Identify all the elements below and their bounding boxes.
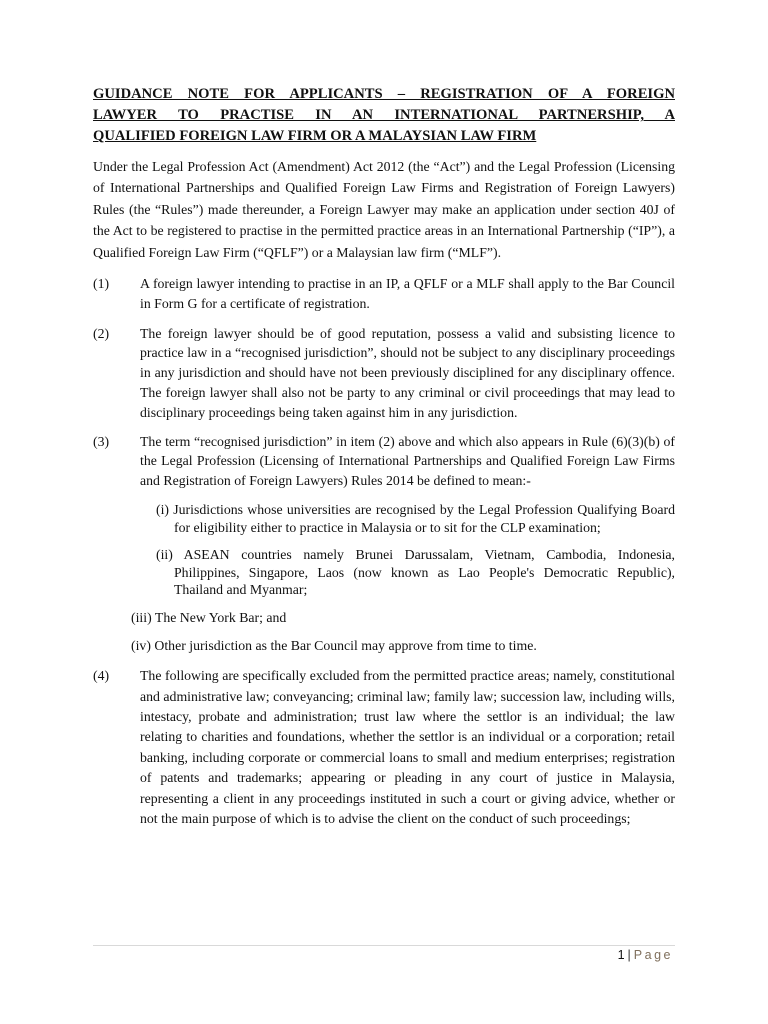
sub-item-ii: (ii) ASEAN countries namely Brunei Darussalam, Vietnam, Cambodia, Indonesia, Philippines, Singapore, Laos (now known as Lao People's Democratic Republic), Thailand and Myanmar; — [156, 547, 675, 598]
item-text: The term “recognised jurisdiction” in item (2) above and which also appears in Rule (6)(3)(b) of the Legal Profession (Licensing of International Partnerships and Qualified Foreign Law Firms and Registration of Foreign Lawyers) Rules 2014 be defined to mean:- — [140, 433, 675, 489]
list-item-1 — [93, 274, 675, 314]
page-footer — [618, 948, 673, 962]
sub-item-iv: (iv) Other jurisdiction as the Bar Council may approve from time to time. — [131, 637, 537, 653]
document-body — [93, 84, 675, 829]
item-text: The following are specifically excluded from the permitted practice areas; namely, constitutional and administrative law; conveyancing; criminal law; family law; succession law, including wills, intestacy, probate and administration; trust law where the settlor is an individual; the law relating to charities and foundations, whether the settlor is an individual or a corporation; retail banking, including corporate or commercial loans to small and medium enterprises; registration of patents and trademarks; appearing or pleading in any court of justice in Malaysia, representing a client in any proceedings instituted in such a court or giving advice, whether or not the main purpose of which is to advise the client on the conduct of such proceedings; — [140, 668, 675, 826]
item-number: (4) — [93, 668, 110, 684]
page-separator: | — [627, 948, 631, 962]
title-line-3: QUALIFIED FOREIGN LAW FIRM OR A MALAYSIAN LAW FIRM — [93, 128, 537, 144]
item-text: The foreign lawyer should be of good reputation, possess a valid and subsisting licence to practice law in a “recognised jurisdiction”, should not be subject to any disciplinary proceedings in any jurisdiction and should have not been previously disciplined for any disciplinary offence. The foreign lawyer shall also not be party to any criminal or civil proceedings that may lead to disciplinary proceedings being taken against him in any jurisdiction. — [140, 325, 675, 420]
item-number: (1) — [93, 276, 110, 292]
list-item-4 — [93, 666, 675, 829]
item-number: (2) — [93, 325, 110, 341]
item-number: (3) — [93, 433, 110, 449]
list-item-3 — [93, 432, 675, 491]
page-label: Page — [633, 948, 673, 962]
page-number: 1 — [617, 948, 625, 962]
title-line-1: GUIDANCE NOTE FOR APPLICANTS – REGISTRATION OF A FOREIGN — [93, 86, 675, 102]
sub-item-iii: (iii) The New York Bar; and — [131, 609, 287, 625]
item-text: A foreign lawyer intending to practise in an IP, a QFLF or a MLF shall apply to the Bar Council in Form G for a certificate of registration. — [140, 276, 675, 311]
intro-paragraph: Under the Legal Profession Act (Amendment) Act 2012 (the “Act”) and the Legal Profession (Licensing of International Partnerships and Qualified Foreign Law Firms and Registration of Foreign Lawyers) Rules (the “Rules”) made thereunder, a Foreign Lawyer may make an application under section 40J of the Act to be registered to practise in the permitted practice areas in an International Partnership (“IP”), a Qualified Foreign Law Firm (“QFLF”) or a Malaysian law firm (“MLF”). — [93, 159, 675, 260]
footer-divider — [93, 945, 675, 946]
sub-item-i: (i) Jurisdictions whose universities are recognised by the Legal Profession Qualifying Board for eligibility either to practice in Malaysia or to sit for the CLP examination; — [156, 502, 675, 535]
document-title — [93, 84, 675, 147]
list-item-2 — [93, 324, 675, 423]
title-line-2: LAWYER TO PRACTISE IN AN INTERNATIONAL PARTNERSHIP, A — [93, 107, 675, 123]
